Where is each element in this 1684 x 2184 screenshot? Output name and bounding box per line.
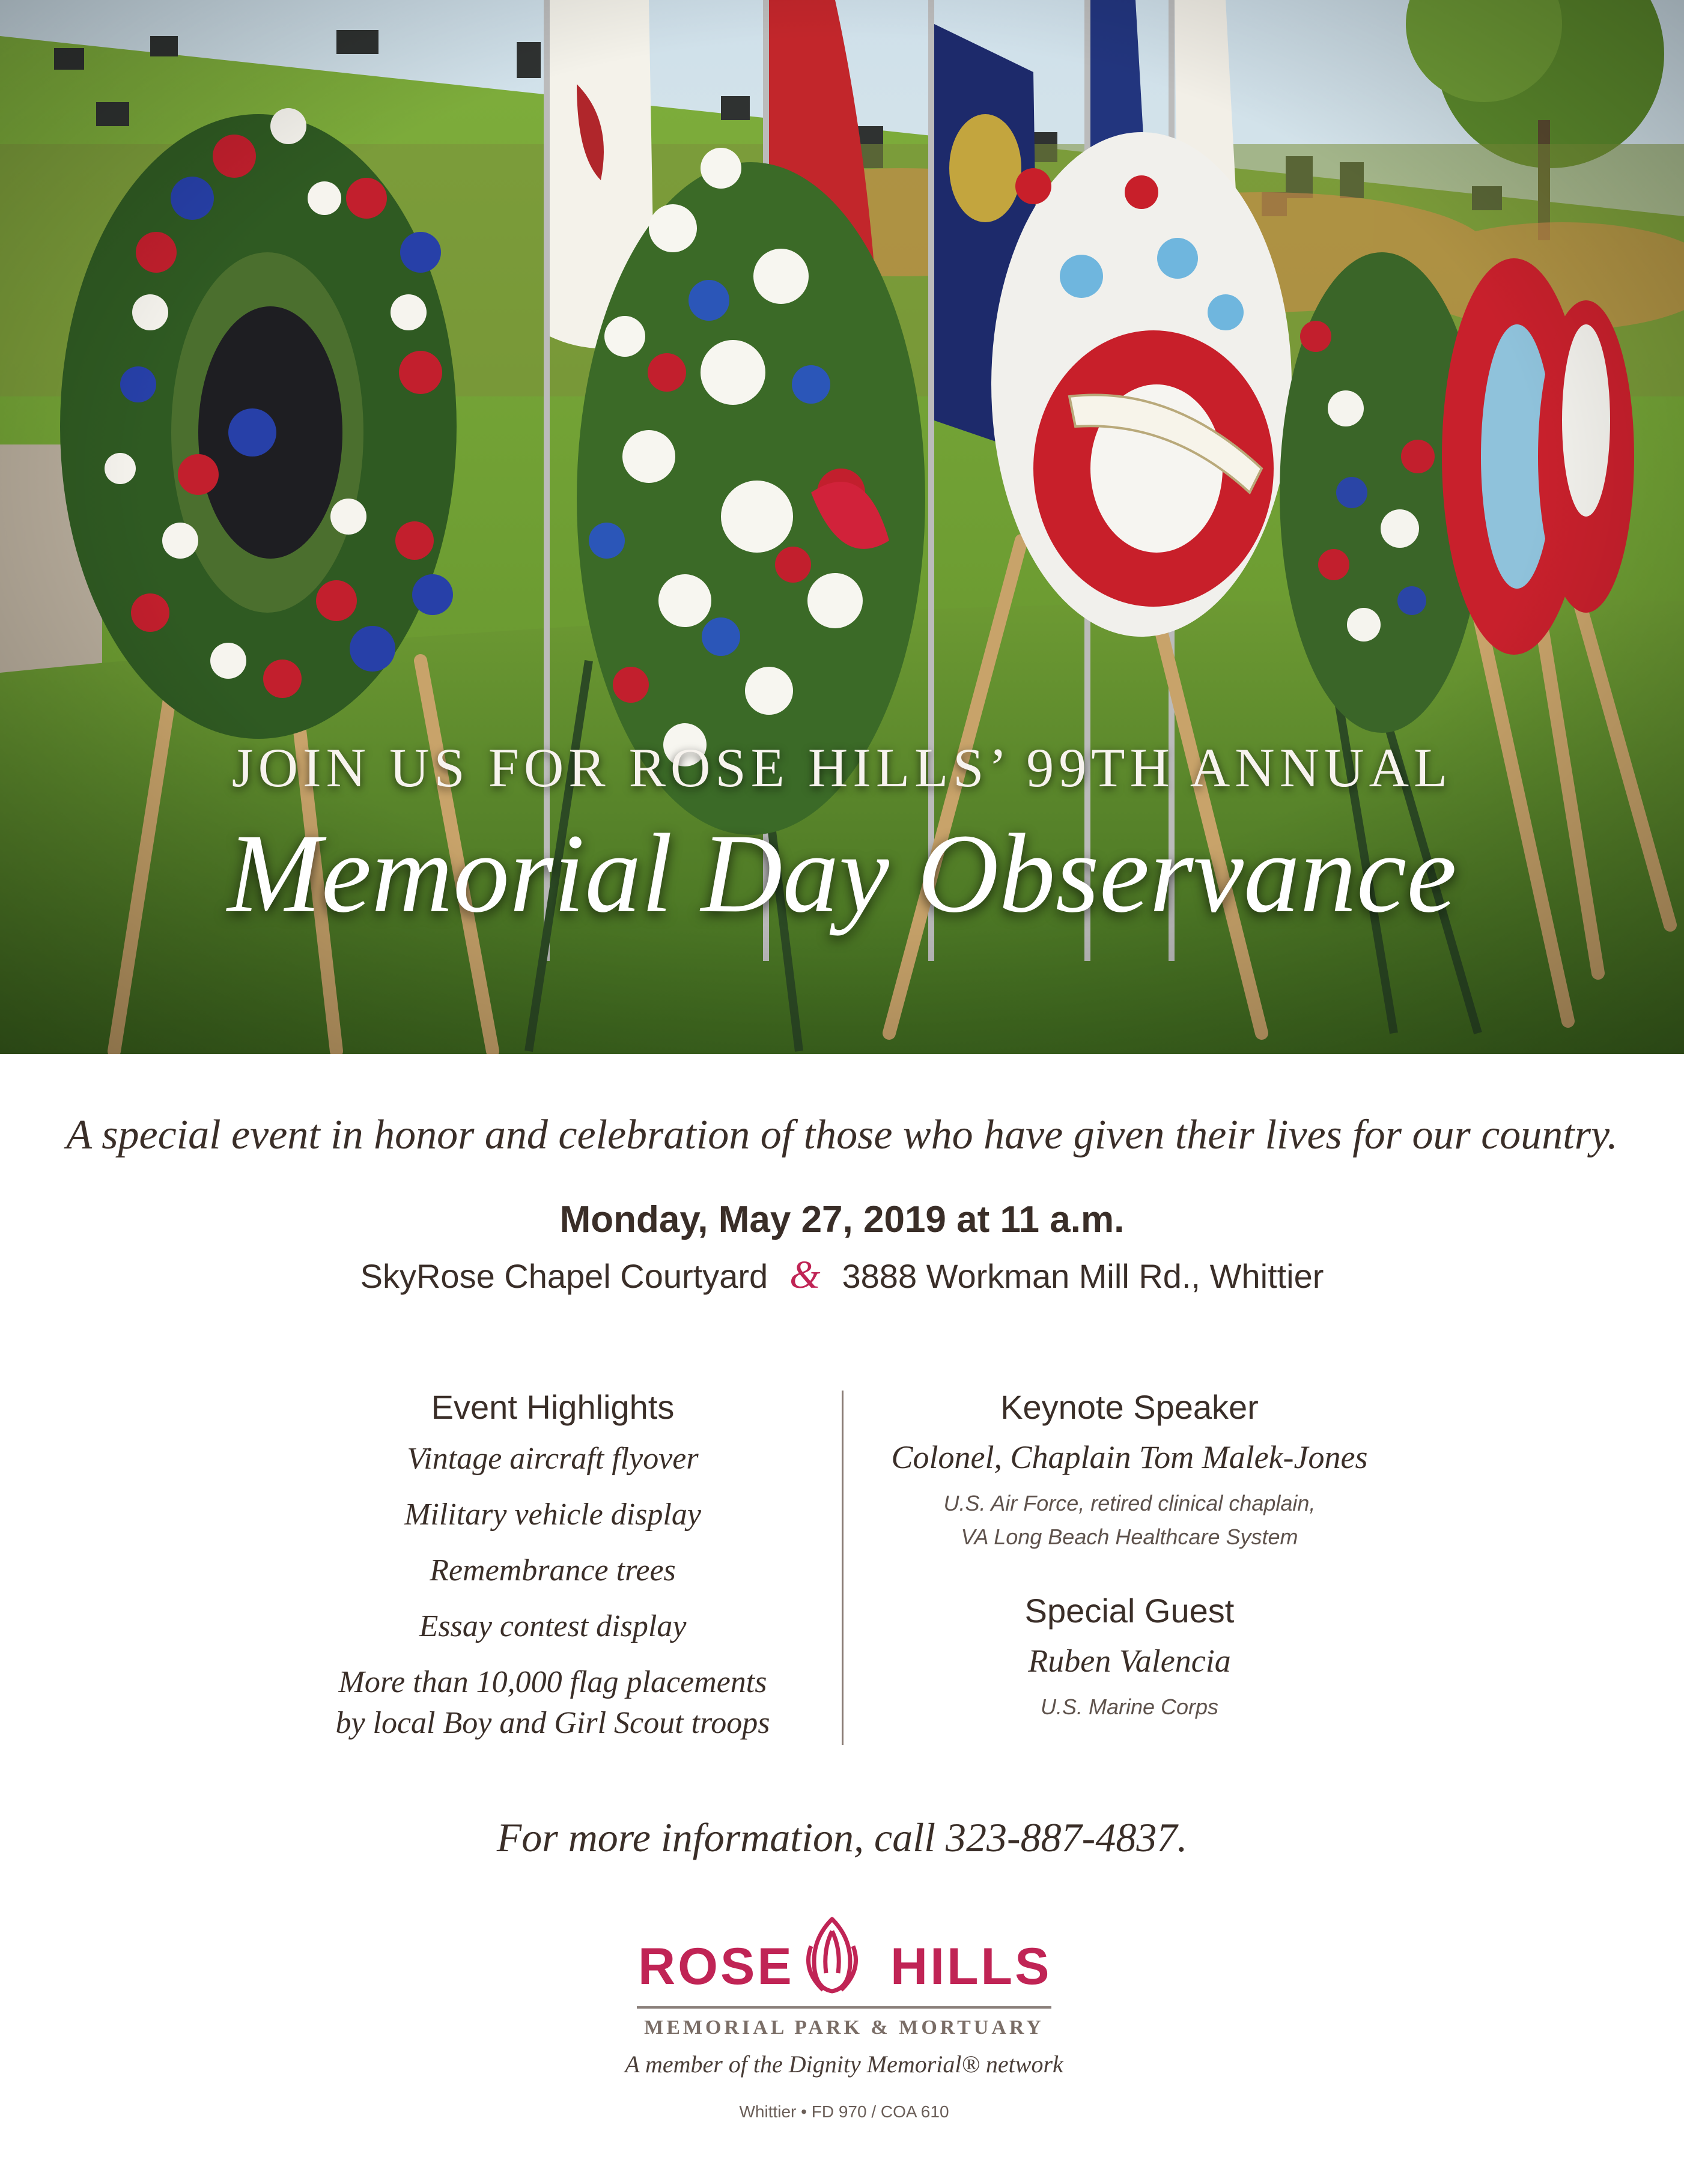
keynote-name: Colonel, Chaplain Tom Malek-Jones: [891, 1439, 1368, 1475]
logo-member-line: A member of the Dignity Memorial® network: [625, 2051, 1063, 2078]
event-date: Monday, May 27, 2019 at 11 a.m.: [559, 1199, 1125, 1240]
keynote-desc-line1: U.S. Air Force, retired clinical chaplain,: [943, 1491, 1316, 1515]
rose-hills-logo: [613, 1913, 1075, 2153]
logo-license-line: Whittier • FD 970 / COA 610: [739, 2102, 949, 2121]
keynote-desc: [859, 1487, 1400, 1554]
hero-photo: [0, 0, 1684, 1054]
speakers: [859, 1388, 1400, 1724]
tulip-icon: [796, 1913, 868, 1997]
headline-main: Memorial Day Observance: [227, 810, 1457, 936]
intro-text: A special event in honor and celebration of those who have given their lives for our country.: [66, 1112, 1618, 1158]
highlights-heading: Event Highlights: [431, 1388, 675, 1426]
ampersand-separator: &: [789, 1253, 821, 1297]
logo-rule: [637, 2006, 1051, 2009]
event-location: [0, 1252, 1684, 1298]
highlight-item: More than 10,000 flag placements: [338, 1665, 767, 1699]
highlight-item: Remembrance trees: [430, 1553, 676, 1588]
guest-name: Ruben Valencia: [1028, 1643, 1231, 1679]
address: 3888 Workman Mill Rd., Whittier: [842, 1257, 1324, 1295]
logo-subtitle: MEMORIAL PARK & MORTUARY: [644, 2016, 1044, 2039]
logo-word-hills: HILLS: [890, 1938, 1052, 1995]
keynote-heading: Keynote Speaker: [1000, 1388, 1259, 1426]
event-highlights: [288, 1388, 817, 1759]
headline-top: JOIN US FOR ROSE HILLS’ 99TH ANNUAL: [231, 737, 1453, 798]
highlight-item: Essay contest display: [419, 1609, 687, 1643]
contact-info: For more information, call 323-887-4837.: [496, 1815, 1188, 1860]
highlight-item: Vintage aircraft flyover: [407, 1442, 699, 1476]
highlight-item: Military vehicle display: [404, 1497, 701, 1532]
guest-heading: Special Guest: [1024, 1592, 1235, 1630]
guest-desc: U.S. Marine Corps: [1040, 1694, 1219, 1719]
highlight-item: by local Boy and Girl Scout troops: [335, 1706, 770, 1740]
column-divider: [842, 1391, 844, 1745]
keynote-desc-line2: VA Long Beach Healthcare System: [961, 1524, 1298, 1549]
logo-word-rose: ROSE: [638, 1938, 794, 1995]
venue: SkyRose Chapel Courtyard: [360, 1257, 768, 1295]
